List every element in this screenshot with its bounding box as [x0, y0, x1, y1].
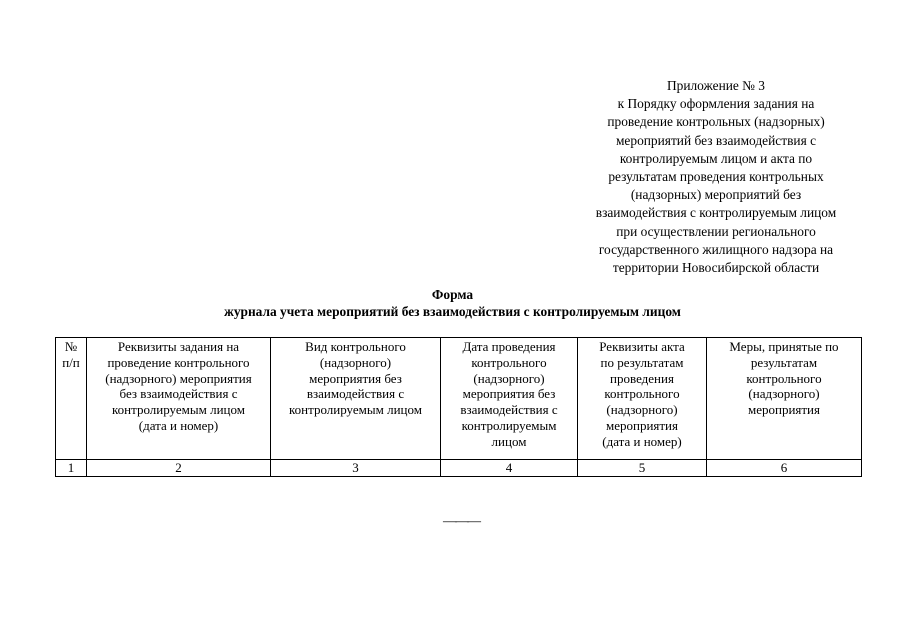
appendix-line: Приложение № 3	[666, 78, 766, 93]
column-number-cell: 3	[271, 460, 441, 477]
appendix-line: территории Новосибирской области	[612, 260, 820, 276]
form-title	[0, 287, 905, 320]
appendix-line: государственного жилищного надзора на	[598, 241, 834, 257]
column-number-cell: 6	[707, 460, 862, 477]
column-number-cell: 5	[578, 460, 707, 477]
appendix-line: контролируемым лицом и акта по	[619, 150, 813, 166]
table-header-row	[56, 338, 862, 460]
header-cell-number: № п/п	[56, 338, 87, 460]
appendix-line: мероприятий без взаимодействия с	[615, 132, 817, 148]
appendix-line: при осуществлении регионального	[616, 223, 816, 239]
form-title-line2: журнала учета мероприятий без взаимодействия с контролируемым лицом	[224, 303, 681, 319]
appendix-line: (надзорных) мероприятий без	[630, 187, 802, 203]
form-title-line1: Форма	[431, 287, 474, 302]
header-cell-event-date: Дата проведения контрольного (надзорного) мероприятия без взаимодействия с контролируемым лицом	[441, 338, 578, 460]
appendix-line: проведение контрольных (надзорных)	[607, 114, 825, 130]
journal-table	[55, 337, 862, 477]
header-cell-act-details: Реквизиты акта по результатам проведения контрольного (надзорного) мероприятия (дата и номер)	[578, 338, 707, 460]
header-cell-event-type: Вид контрольного (надзорного) мероприятия без взаимодействия с контролируемым лицом	[271, 338, 441, 460]
appendix-line: результатам проведения контрольных	[608, 169, 824, 185]
end-separator: ———	[443, 514, 479, 529]
column-number-cell: 1	[56, 460, 87, 477]
column-number-cell: 4	[441, 460, 578, 477]
appendix-block	[572, 77, 860, 277]
header-cell-measures: Меры, принятые по результатам контрольного (надзорного) мероприятия	[707, 338, 862, 460]
appendix-line: к Порядку оформления задания на	[617, 96, 815, 112]
appendix-line: взаимодействия с контролируемым лицом	[595, 205, 837, 221]
column-number-cell: 2	[87, 460, 271, 477]
header-cell-task-details: Реквизиты задания на проведение контрольного (надзорного) мероприятия без взаимодействия с контролируемым лицом (дата и номер)	[87, 338, 271, 460]
column-number-row	[56, 460, 862, 477]
